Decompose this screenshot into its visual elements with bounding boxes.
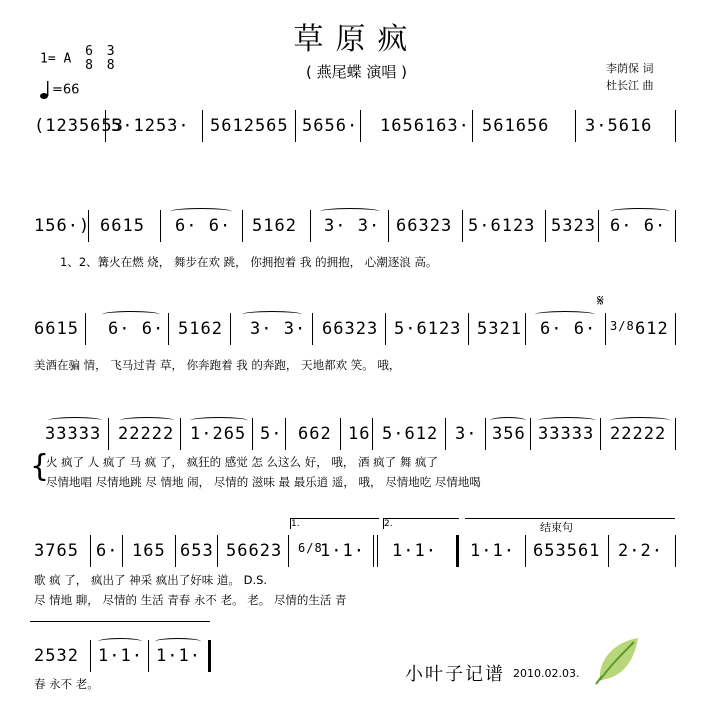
score-line-3	[30, 291, 680, 347]
barline	[388, 210, 389, 242]
barline	[180, 418, 181, 450]
lyrics-line-5-verse-1: 歌 疯 了， 疯出了 神采 疯出了好味 道。 D.S.	[34, 573, 268, 587]
slur	[242, 311, 302, 318]
slur	[490, 417, 526, 424]
barline	[608, 535, 609, 567]
barline	[530, 418, 531, 450]
volta-1-label: 1.	[291, 519, 300, 529]
measure: 1·1·	[392, 541, 437, 561]
barline	[312, 313, 313, 345]
measure: 5·6123	[468, 216, 536, 236]
barline	[445, 418, 446, 450]
barline	[372, 418, 373, 450]
lyrics-line-5-verse-2: 尽 情地 聊， 尽情的 生活 青春 永不 老。 老。 尽情的生活 青	[34, 593, 347, 607]
ending-bracket-continued	[30, 621, 210, 622]
barline	[545, 210, 546, 242]
barline	[108, 418, 109, 450]
barline	[285, 418, 286, 450]
score-line-4	[30, 418, 680, 452]
time-sig-num: 6	[85, 44, 93, 59]
barline	[230, 313, 231, 345]
measure: 5·612	[382, 424, 439, 444]
measure: 6· 6·	[610, 216, 667, 236]
measure: 5162	[178, 319, 223, 339]
measure: 156·)	[34, 216, 91, 236]
measure: 653	[180, 541, 214, 561]
composer-credit: 杜长江 曲	[606, 79, 654, 92]
measure: 6· 6·	[108, 319, 165, 339]
barline	[525, 313, 526, 345]
slur	[98, 638, 142, 645]
quarter-note-icon	[40, 80, 50, 100]
barline	[168, 313, 169, 345]
tempo-marking	[40, 80, 79, 100]
slur	[48, 417, 102, 424]
barline	[252, 418, 253, 450]
slur	[102, 311, 160, 318]
measure: 5·6123	[394, 319, 462, 339]
barline	[605, 313, 606, 345]
barline	[288, 535, 289, 567]
barline	[360, 110, 361, 142]
measure: 3· 3·	[250, 319, 307, 339]
measure: 5612565	[210, 116, 289, 136]
measure: 2·2·	[618, 541, 663, 561]
measure: 56623	[226, 541, 283, 561]
key-signature	[40, 45, 115, 73]
measure: 5·1253·	[111, 116, 190, 136]
slur	[610, 208, 670, 215]
lyrics-line-4-verse-2: 尽情地唱 尽情地跳 尽 情地 闹， 尽情的 滋味 最 最乐逍 遥， 哦， 尽情地吃 尽情地喝	[46, 475, 481, 489]
measure: 165	[132, 541, 166, 561]
score-line-1	[30, 110, 680, 144]
barline	[85, 313, 86, 345]
measure: 1·1·	[156, 646, 201, 666]
barline	[675, 110, 676, 142]
tempo-value: =66	[52, 82, 80, 98]
transcription-date: 2010.02.03.	[513, 667, 580, 680]
barline	[148, 640, 149, 672]
measure: 5162	[252, 216, 297, 236]
barline	[472, 110, 473, 142]
barline	[242, 210, 243, 242]
measure: 561656	[482, 116, 550, 136]
measure: 653561	[533, 541, 601, 561]
measure: 6· 6·	[540, 319, 597, 339]
barline	[122, 535, 123, 567]
lyrics-line-3: 美酒在骗 情， 飞马过青 草， 你奔跑着 我 的奔跑， 天地都欢 笑。 哦，	[34, 358, 401, 372]
song-title: 草原疯	[293, 22, 420, 57]
measure: 33333	[45, 424, 102, 444]
measure: 6· 6·	[175, 216, 232, 236]
measure: 33333	[538, 424, 595, 444]
volta-bracket-2	[383, 518, 459, 529]
volta-bracket-1	[290, 518, 379, 529]
measure: 3765	[34, 541, 79, 561]
barline	[175, 535, 176, 567]
barline	[598, 210, 599, 242]
barline	[675, 313, 676, 345]
time-sig-den: 8	[85, 58, 93, 73]
ending-bracket	[465, 518, 675, 519]
barline	[385, 313, 386, 345]
slur	[538, 417, 596, 424]
measure: 1656163·	[380, 116, 470, 136]
verse-brace: {	[30, 449, 50, 484]
ending-label: 结束句	[540, 521, 573, 534]
leaf-logo-icon	[594, 636, 640, 686]
barline	[160, 210, 161, 242]
final-barline	[456, 535, 459, 567]
barline	[340, 418, 341, 450]
measure: 1·1·	[470, 541, 515, 561]
barline	[675, 535, 676, 567]
transcriber-signature: 小叶子记谱	[405, 664, 505, 685]
slur	[535, 311, 595, 318]
key-label: 1= A	[40, 51, 72, 67]
measure: 22222	[610, 424, 667, 444]
lyrics-line-2: 1、2、篝火在燃 烧， 舞步在欢 跳， 你拥抱着 我 的拥抱， 心潮逐浪 高。	[60, 255, 438, 269]
slur	[155, 638, 201, 645]
barline	[310, 210, 311, 242]
barline	[295, 110, 296, 142]
slur	[610, 417, 670, 424]
time-signature-6-8	[85, 45, 93, 73]
final-barline	[208, 640, 211, 672]
barline	[462, 210, 463, 242]
barline	[675, 210, 676, 242]
score-line-2	[30, 210, 680, 244]
measure: (1235653	[34, 116, 124, 136]
slur	[170, 208, 232, 215]
measure: 612	[635, 319, 669, 339]
slur	[320, 208, 380, 215]
lyricist-credit: 李荫保 词	[606, 62, 654, 75]
slur	[120, 417, 174, 424]
barline	[675, 418, 676, 450]
measure: 2532	[34, 646, 79, 666]
volta-2-label: 2.	[384, 519, 393, 529]
measure: 66323	[396, 216, 453, 236]
score-line-5	[30, 535, 680, 569]
barline	[485, 418, 486, 450]
lyrics-line-4-verse-1: 火 疯了 人 疯了 马 疯 了， 疯狂的 感觉 怎 么这么 好， 哦， 酒 疯了 舞 疯了	[46, 455, 438, 469]
barline	[468, 313, 469, 345]
measure: 16	[348, 424, 371, 444]
time-sig-den: 8	[106, 58, 115, 73]
measure: 6·	[96, 541, 119, 561]
barline	[202, 110, 203, 142]
measure: 3· 3·	[324, 216, 381, 236]
measure: 1·1·	[98, 646, 143, 666]
measure: 356	[492, 424, 526, 444]
time-change: 6/8	[298, 541, 323, 555]
time-change: 3/8	[610, 319, 635, 333]
barline	[600, 418, 601, 450]
time-signature-3-8	[107, 45, 115, 73]
singer-credit: ( 燕尾蝶 演唱 )	[305, 63, 407, 81]
lyrics-line-6: 春 永不 老。	[34, 677, 99, 691]
measure: 6615	[34, 319, 79, 339]
measure: 3·5616	[585, 116, 653, 136]
slur	[190, 417, 248, 424]
measure: 22222	[118, 424, 175, 444]
measure: 1·1·	[320, 541, 365, 561]
time-sig-num: 3	[106, 44, 115, 59]
repeat-barline	[373, 535, 374, 567]
barline	[525, 535, 526, 567]
measure: 3·	[455, 424, 478, 444]
barline	[90, 535, 91, 567]
barline	[217, 535, 218, 567]
measure: 1·265	[190, 424, 247, 444]
measure: 5·	[260, 424, 283, 444]
measure: 66323	[322, 319, 379, 339]
measure: 5323	[551, 216, 596, 236]
barline	[90, 640, 91, 672]
measure: 662	[298, 424, 332, 444]
score-line-6	[30, 640, 230, 674]
barline	[575, 110, 576, 142]
segno-icon: 𝄋	[597, 291, 604, 310]
measure: 5321	[477, 319, 522, 339]
measure: 5656·	[302, 116, 359, 136]
measure: 6615	[100, 216, 145, 236]
